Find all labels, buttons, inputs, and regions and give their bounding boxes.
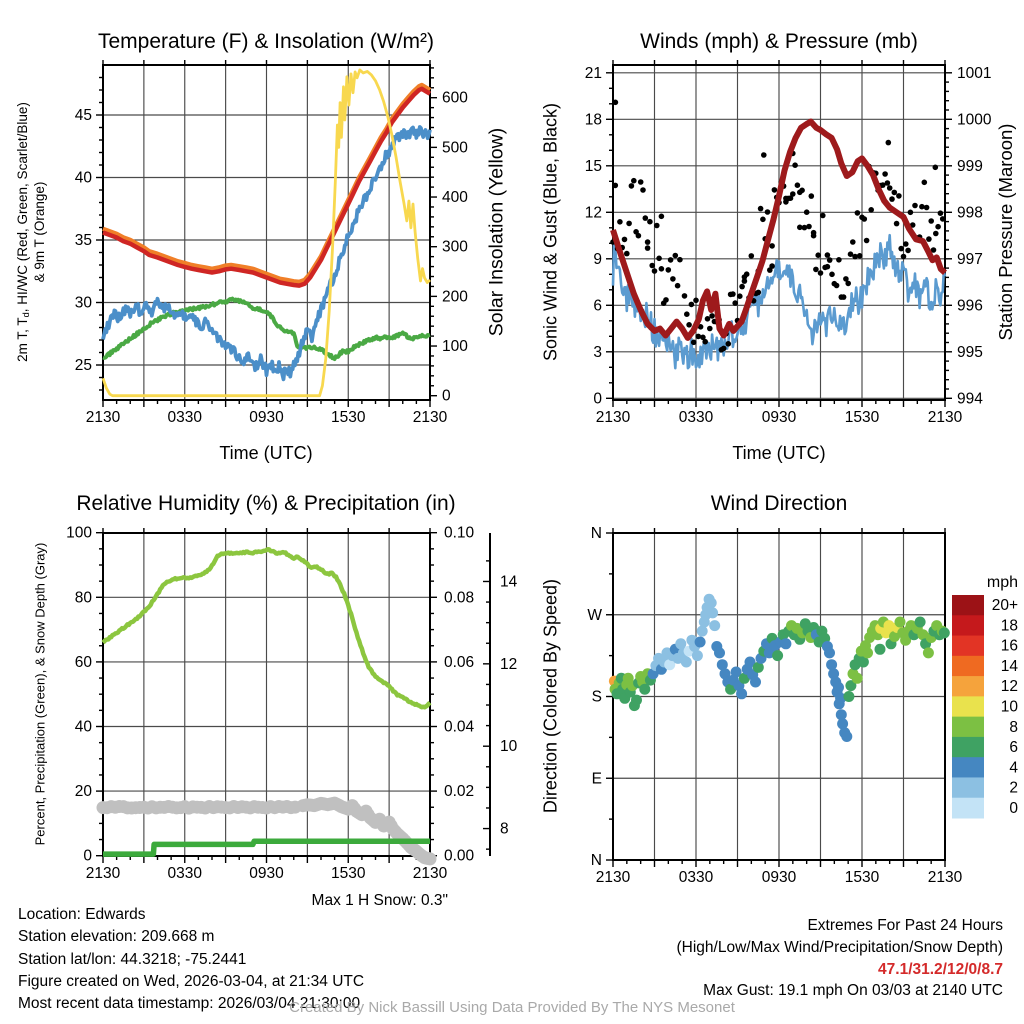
svg-text:3: 3 — [593, 343, 602, 361]
max-snow-note: Max 1 H Snow: 0.3" — [311, 892, 448, 909]
svg-text:1530: 1530 — [844, 869, 880, 886]
svg-text:2130: 2130 — [85, 409, 121, 426]
svg-text:0.10: 0.10 — [444, 524, 475, 542]
svg-text:60: 60 — [74, 653, 92, 671]
svg-text:998: 998 — [957, 204, 983, 222]
extremes-subtitle: (High/Low/Max Wind/Precipitation/Snow Depth) — [676, 938, 1003, 956]
svg-text:30: 30 — [74, 294, 92, 312]
extremes-values: 47.1/31.2/12/0/8.7 — [878, 960, 1003, 978]
svg-text:0.04: 0.04 — [444, 718, 475, 736]
svg-text:40: 40 — [74, 169, 92, 187]
gust-dots — [610, 100, 945, 353]
svg-text:2130: 2130 — [927, 869, 963, 886]
insolation-yaxis-right-label: Solar Insolation (Yellow) — [485, 127, 508, 337]
svg-text:0: 0 — [442, 387, 451, 405]
svg-text:35: 35 — [74, 232, 92, 249]
svg-text:100: 100 — [442, 338, 468, 356]
figure-created: Figure created on Wed, 2026-03-04, at 21:34 UTC — [18, 972, 365, 990]
svg-text:997: 997 — [957, 250, 983, 268]
watermark-credit: Created By Nick Bassill Using Data Provided By The NYS Mesonet — [289, 999, 735, 1016]
max-gust-note: Max Gust: 19.1 mph On 03/03 at 2140 UTC — [703, 982, 1003, 1000]
svg-text:0930: 0930 — [761, 869, 797, 886]
humidity-chart — [66, 525, 517, 882]
svg-text:14: 14 — [1000, 657, 1018, 675]
svg-text:6: 6 — [1009, 739, 1018, 757]
svg-text:0.00: 0.00 — [444, 847, 475, 865]
svg-text:2130: 2130 — [927, 409, 963, 426]
temperature-yaxis-left-label: 2m T, $T_d$, HI/WC (Red, Green, Scarlet/Blue) & 9m T (Orange) — [14, 102, 47, 362]
svg-text:0.08: 0.08 — [444, 589, 475, 607]
svg-text:N: N — [590, 525, 602, 542]
speed-colorbar — [952, 574, 1018, 819]
svg-text:0930: 0930 — [249, 865, 284, 882]
svg-text:20: 20 — [74, 783, 92, 801]
svg-text:2130: 2130 — [85, 865, 121, 882]
svg-text:0330: 0330 — [678, 409, 714, 426]
station-location: Location: Edwards — [18, 906, 146, 923]
svg-text:0930: 0930 — [761, 409, 797, 426]
svg-text:6: 6 — [593, 297, 602, 315]
winds-chart — [585, 60, 992, 426]
svg-text:20+: 20+ — [991, 597, 1018, 615]
svg-text:0: 0 — [83, 847, 92, 865]
svg-text:2130: 2130 — [412, 865, 448, 882]
svg-text:12: 12 — [500, 655, 518, 673]
wind-direction-chart — [587, 525, 1018, 886]
svg-text:15: 15 — [584, 157, 602, 175]
wind-direction-chart-title: Wind Direction — [710, 492, 848, 515]
svg-text:400: 400 — [442, 189, 468, 207]
humidity-yaxis-left-label: Percent, Precipitation (Green), & Snow Depth (Gray) — [32, 542, 48, 846]
svg-text:2: 2 — [1009, 779, 1018, 797]
svg-text:1000: 1000 — [957, 111, 992, 129]
svg-text:4: 4 — [1009, 759, 1018, 777]
svg-text:16: 16 — [1000, 637, 1018, 655]
station-elevation: Station elevation: 209.668 m — [18, 928, 215, 946]
svg-text:0: 0 — [593, 390, 602, 408]
svg-text:0330: 0330 — [167, 865, 202, 882]
svg-text:S: S — [591, 688, 602, 706]
svg-text:0.02: 0.02 — [444, 783, 475, 801]
svg-text:10: 10 — [1000, 698, 1018, 716]
svg-text:0330: 0330 — [167, 409, 202, 426]
svg-text:18: 18 — [1000, 617, 1018, 635]
svg-text:0930: 0930 — [249, 409, 284, 426]
svg-text:0330: 0330 — [678, 869, 714, 886]
extremes-block — [677, 915, 1004, 1002]
humidity-chart-title: Relative Humidity (%) & Precipitation (in) — [76, 492, 456, 515]
svg-text:996: 996 — [957, 297, 983, 315]
svg-text:500: 500 — [442, 139, 468, 157]
temperature-xaxis-label: Time (UTC) — [219, 443, 313, 463]
pressure-yaxis-right-label: Station Pressure (Maroon) — [995, 123, 1016, 341]
svg-text:mph: mph — [986, 574, 1018, 591]
svg-text:W: W — [587, 606, 602, 624]
svg-text:0.06: 0.06 — [444, 653, 475, 671]
svg-text:0: 0 — [1009, 799, 1018, 817]
svg-text:10: 10 — [500, 738, 518, 756]
svg-text:9: 9 — [593, 250, 602, 268]
svg-text:1001: 1001 — [957, 64, 992, 82]
svg-text:8: 8 — [500, 820, 509, 838]
svg-text:995: 995 — [957, 343, 983, 361]
svg-text:14: 14 — [500, 573, 518, 591]
svg-text:100: 100 — [66, 524, 92, 542]
svg-text:200: 200 — [442, 288, 468, 306]
svg-text:1530: 1530 — [331, 865, 366, 882]
svg-text:1530: 1530 — [844, 409, 880, 426]
svg-text:2130: 2130 — [595, 869, 631, 886]
svg-text:8: 8 — [1009, 718, 1018, 736]
svg-text:994: 994 — [957, 390, 983, 408]
svg-text:300: 300 — [442, 238, 468, 256]
svg-text:12: 12 — [584, 204, 602, 222]
winds-xaxis-label: Time (UTC) — [732, 443, 826, 463]
data-timestamp: Most recent data timestamp: 2026/03/04 21:30:00 — [18, 995, 361, 1013]
svg-text:N: N — [590, 852, 602, 869]
svg-text:999: 999 — [957, 157, 983, 175]
svg-text:E: E — [591, 770, 602, 788]
svg-text:600: 600 — [442, 89, 468, 107]
wind-yaxis-left-label: Sonic Wind & Gust (Blue, Black) — [540, 102, 561, 362]
direction-yaxis-left-label: Direction (Colored By Speed) — [540, 578, 561, 814]
svg-text:80: 80 — [74, 589, 92, 607]
winds-chart-title: Winds (mph) & Pressure (mb) — [640, 30, 918, 53]
svg-text:2130: 2130 — [412, 409, 448, 426]
svg-text:12: 12 — [1000, 678, 1018, 696]
svg-text:2130: 2130 — [595, 409, 631, 426]
svg-text:1530: 1530 — [331, 409, 366, 426]
station-latlon: Station lat/lon: 44.3218; -75.2441 — [18, 950, 247, 968]
temperature-chart-title: Temperature (F) & Insolation (W/m²) — [97, 30, 435, 53]
extremes-title: Extremes For Past 24 Hours — [807, 917, 1003, 934]
svg-text:45: 45 — [74, 107, 92, 124]
svg-text:21: 21 — [584, 64, 602, 82]
svg-text:40: 40 — [74, 718, 92, 736]
temperature-chart — [75, 60, 468, 426]
svg-text:18: 18 — [584, 111, 602, 129]
svg-text:25: 25 — [74, 357, 92, 374]
